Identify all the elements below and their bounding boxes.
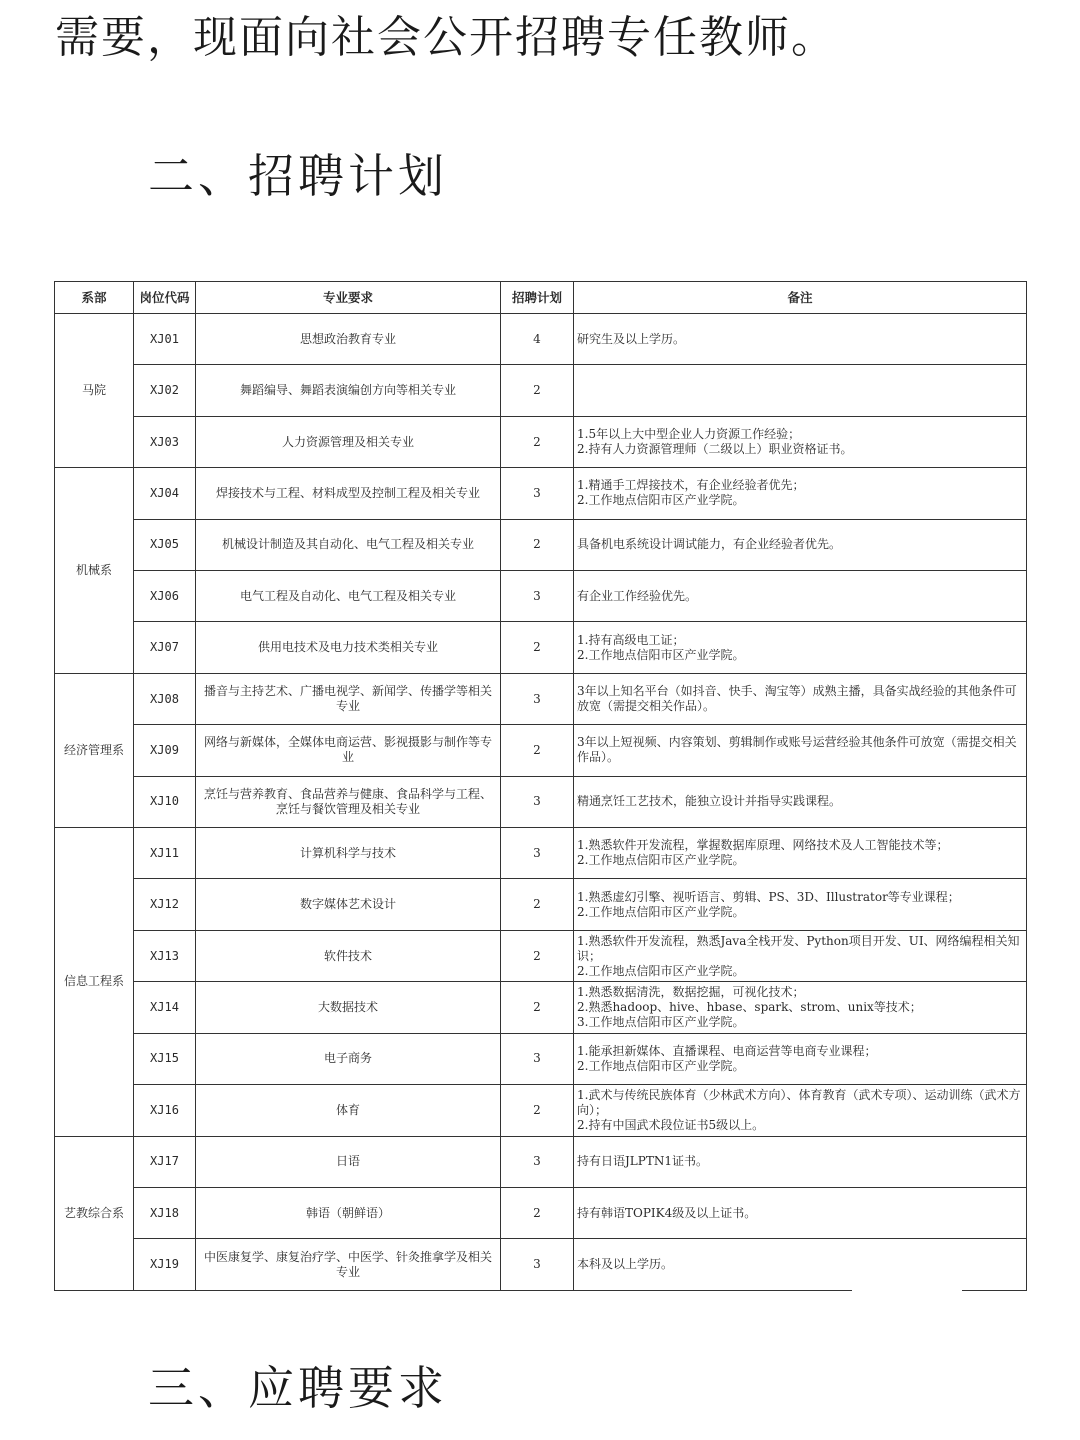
- table-body: [55, 314, 1027, 1291]
- quota-cell: 2: [501, 1085, 574, 1136]
- major-requirement-cell: 大数据技术: [196, 982, 501, 1033]
- position-code-cell: XJ04: [134, 468, 196, 519]
- remark-line: 2.工作地点信阳市区产业学院。: [577, 853, 745, 868]
- table-row: [55, 828, 1027, 879]
- remark-line: 精通烹饪工艺技术，能独立设计并指导实践课程。: [577, 794, 842, 809]
- quota-cell: 3: [501, 468, 574, 519]
- major-requirement-cell: 日语: [196, 1136, 501, 1187]
- major-requirement-cell: 体育: [196, 1085, 501, 1136]
- remark-line: 1.武术与传统民族体育（少林武术方向）、体育教育（武术专项）、运动训练（武术方向）；: [577, 1087, 1021, 1117]
- table-row: [55, 571, 1027, 622]
- quota-cell: 3: [501, 1136, 574, 1187]
- remark-cell: [574, 828, 1027, 879]
- quota-cell: 3: [501, 776, 574, 827]
- position-code-cell: XJ12: [134, 879, 196, 930]
- position-code-cell: XJ08: [134, 673, 196, 724]
- scan-smudge: [712, 1245, 882, 1254]
- table-row: [55, 468, 1027, 519]
- table-row: [55, 879, 1027, 930]
- remark-line: 2.工作地点信阳市区产业学院。: [577, 493, 745, 508]
- quota-cell: 4: [501, 314, 574, 365]
- remark-cell: [574, 314, 1027, 365]
- quota-cell: 2: [501, 930, 574, 981]
- table-row: [55, 519, 1027, 570]
- remark-line: 2.工作地点信阳市区产业学院。: [577, 1058, 745, 1073]
- remark-line: 研究生及以上学历。: [577, 331, 686, 346]
- remark-line: 2.持有人力资源管理师（二级以上）职业资格证书。: [577, 442, 853, 457]
- table-row: [55, 982, 1027, 1033]
- header-remark: 备注: [574, 282, 1027, 314]
- remark-cell: [574, 571, 1027, 622]
- header-quota: 招聘计划: [501, 282, 574, 314]
- remark-cell: [574, 519, 1027, 570]
- quota-cell: 2: [501, 622, 574, 673]
- position-code-cell: XJ03: [134, 416, 196, 467]
- table-row: [55, 930, 1027, 981]
- major-requirement-cell: 人力资源管理及相关专业: [196, 416, 501, 467]
- major-requirement-cell: 供用电技术及电力技术类相关专业: [196, 622, 501, 673]
- table-row: [55, 1136, 1027, 1187]
- remark-line: 2.工作地点信阳市区产业学院。: [577, 963, 745, 978]
- header-major: 专业要求: [196, 282, 501, 314]
- position-code-cell: XJ09: [134, 725, 196, 776]
- remark-cell: [574, 365, 1027, 416]
- major-requirement-cell: 计算机科学与技术: [196, 828, 501, 879]
- section-heading-plan: 二、招聘计划: [148, 149, 448, 203]
- position-code-cell: XJ17: [134, 1136, 196, 1187]
- remark-line: 1.熟悉软件开发流程，掌握数据库原理、网络技术及人工智能技术等；: [577, 838, 949, 853]
- remark-line: 2.工作地点信阳市区产业学院。: [577, 904, 745, 919]
- table-row: [55, 1085, 1027, 1136]
- table-row: [55, 416, 1027, 467]
- major-requirement-cell: 思想政治教育专业: [196, 314, 501, 365]
- header-department: 系部: [55, 282, 134, 314]
- department-cell: 信息工程系: [55, 828, 134, 1136]
- quota-cell: 2: [501, 416, 574, 467]
- major-requirement-cell: 电气工程及自动化、电气工程及相关专业: [196, 571, 501, 622]
- major-requirement-cell: 韩语（朝鲜语）: [196, 1187, 501, 1238]
- remark-line: 2.持有中国武术段位证书5级以上。: [577, 1117, 765, 1132]
- remark-cell: [574, 468, 1027, 519]
- position-code-cell: XJ07: [134, 622, 196, 673]
- remark-cell: [574, 879, 1027, 930]
- position-code-cell: XJ16: [134, 1085, 196, 1136]
- position-code-cell: XJ10: [134, 776, 196, 827]
- remark-cell: [574, 982, 1027, 1033]
- remark-line: 持有韩语TOPIK4级及以上证书。: [577, 1205, 757, 1220]
- major-requirement-cell: 数字媒体艺术设计: [196, 879, 501, 930]
- table-row: [55, 1033, 1027, 1084]
- remark-cell: [574, 416, 1027, 467]
- remark-line: 2.工作地点信阳市区产业学院。: [577, 647, 745, 662]
- quota-cell: 3: [501, 1239, 574, 1291]
- major-requirement-cell: 烹饪与营养教育、食品营养与健康、食品科学与工程、烹饪与餐饮管理及相关专业: [196, 776, 501, 827]
- table-row: [55, 365, 1027, 416]
- department-cell: 经济管理系: [55, 673, 134, 827]
- remark-cell: [574, 930, 1027, 981]
- remark-line: 1.熟悉数据清洗，数据挖掘，可视化技术；: [577, 984, 805, 999]
- table-row: [55, 622, 1027, 673]
- scan-smudge: [852, 1283, 962, 1292]
- position-code-cell: XJ14: [134, 982, 196, 1033]
- quota-cell: 3: [501, 673, 574, 724]
- remark-line: 3年以上短视频、内容策划、剪辑制作或账号运营经验其他条件可放宽（需提交相关作品）。: [577, 735, 1017, 765]
- major-requirement-cell: 焊接技术与工程、材料成型及控制工程及相关专业: [196, 468, 501, 519]
- position-code-cell: XJ11: [134, 828, 196, 879]
- remark-cell: [574, 673, 1027, 724]
- table-row: [55, 776, 1027, 827]
- major-requirement-cell: 舞蹈编导、舞蹈表演编创方向等相关专业: [196, 365, 501, 416]
- remark-line: 1.精通手工焊接技术，有企业经验者优先；: [577, 478, 805, 493]
- remark-line: 1.持有高级电工证；: [577, 632, 685, 647]
- position-code-cell: XJ19: [134, 1239, 196, 1291]
- remark-line: 持有日语JLPTN1证书。: [577, 1154, 708, 1169]
- quota-cell: 3: [501, 571, 574, 622]
- intro-text: 需要，现面向社会公开招聘专任教师。: [55, 12, 837, 63]
- position-code-cell: XJ06: [134, 571, 196, 622]
- quota-cell: 2: [501, 365, 574, 416]
- quota-cell: 2: [501, 1187, 574, 1238]
- table-row: [55, 725, 1027, 776]
- major-requirement-cell: 中医康复学、康复治疗学、中医学、针灸推拿学及相关专业: [196, 1239, 501, 1291]
- position-code-cell: XJ15: [134, 1033, 196, 1084]
- position-code-cell: XJ01: [134, 314, 196, 365]
- remark-cell: [574, 1187, 1027, 1238]
- position-code-cell: XJ13: [134, 930, 196, 981]
- major-requirement-cell: 机械设计制造及其自动化、电气工程及相关专业: [196, 519, 501, 570]
- remark-line: 1.熟悉软件开发流程，熟悉Java全栈开发、Python项目开发、UI、网络编程相关知识；: [577, 933, 1020, 963]
- department-cell: 马院: [55, 314, 134, 468]
- quota-cell: 2: [501, 725, 574, 776]
- recruitment-plan-table: [54, 281, 1027, 1291]
- remark-line: 1.熟悉虚幻引擎、视听语言、剪辑、PS、3D、Illustrator等专业课程；: [577, 889, 960, 904]
- remark-cell: [574, 725, 1027, 776]
- major-requirement-cell: 电子商务: [196, 1033, 501, 1084]
- position-code-cell: XJ05: [134, 519, 196, 570]
- position-code-cell: XJ18: [134, 1187, 196, 1238]
- major-requirement-cell: 软件技术: [196, 930, 501, 981]
- table-header-row: [55, 282, 1027, 314]
- quota-cell: 2: [501, 519, 574, 570]
- remark-line: 1.能承担新媒体、直播课程、电商运营等电商专业课程；: [577, 1043, 877, 1058]
- major-requirement-cell: 播音与主持艺术、广播电视学、新闻学、传播学等相关专业: [196, 673, 501, 724]
- remark-line: 2.熟悉hadoop、hive、hbase、spark、strom、unix等技术；: [577, 999, 922, 1014]
- remark-line: 3年以上知名平台（如抖音、快手、淘宝等）成熟主播，具备实战经验的其他条件可放宽（需提交相关作品）。: [577, 684, 1017, 714]
- remark-line: 本科及以上学历。: [577, 1257, 674, 1272]
- quota-cell: 3: [501, 828, 574, 879]
- position-code-cell: XJ02: [134, 365, 196, 416]
- remark-line: 有企业工作经验优先。: [577, 588, 698, 603]
- header-code: 岗位代码: [134, 282, 196, 314]
- remark-cell: [574, 776, 1027, 827]
- remark-line: 具备机电系统设计调试能力，有企业经验者优先。: [577, 537, 842, 552]
- quota-cell: 3: [501, 1033, 574, 1084]
- remark-cell: [574, 622, 1027, 673]
- table-row: [55, 1187, 1027, 1238]
- remark-cell: [574, 1136, 1027, 1187]
- quota-cell: 2: [501, 982, 574, 1033]
- section-heading-requirements: 三、应聘要求: [148, 1361, 448, 1415]
- table-row: [55, 673, 1027, 724]
- quota-cell: 2: [501, 879, 574, 930]
- remark-cell: [574, 1033, 1027, 1084]
- major-requirement-cell: 网络与新媒体，全媒体电商运营、影视摄影与制作等专业: [196, 725, 501, 776]
- remark-line: 1.5年以上大中型企业人力资源工作经验；: [577, 427, 801, 442]
- remark-line: 3.工作地点信阳市区产业学院。: [577, 1014, 745, 1029]
- department-cell: 艺教综合系: [55, 1136, 134, 1291]
- department-cell: 机械系: [55, 468, 134, 674]
- table-row: [55, 314, 1027, 365]
- remark-cell: [574, 1085, 1027, 1136]
